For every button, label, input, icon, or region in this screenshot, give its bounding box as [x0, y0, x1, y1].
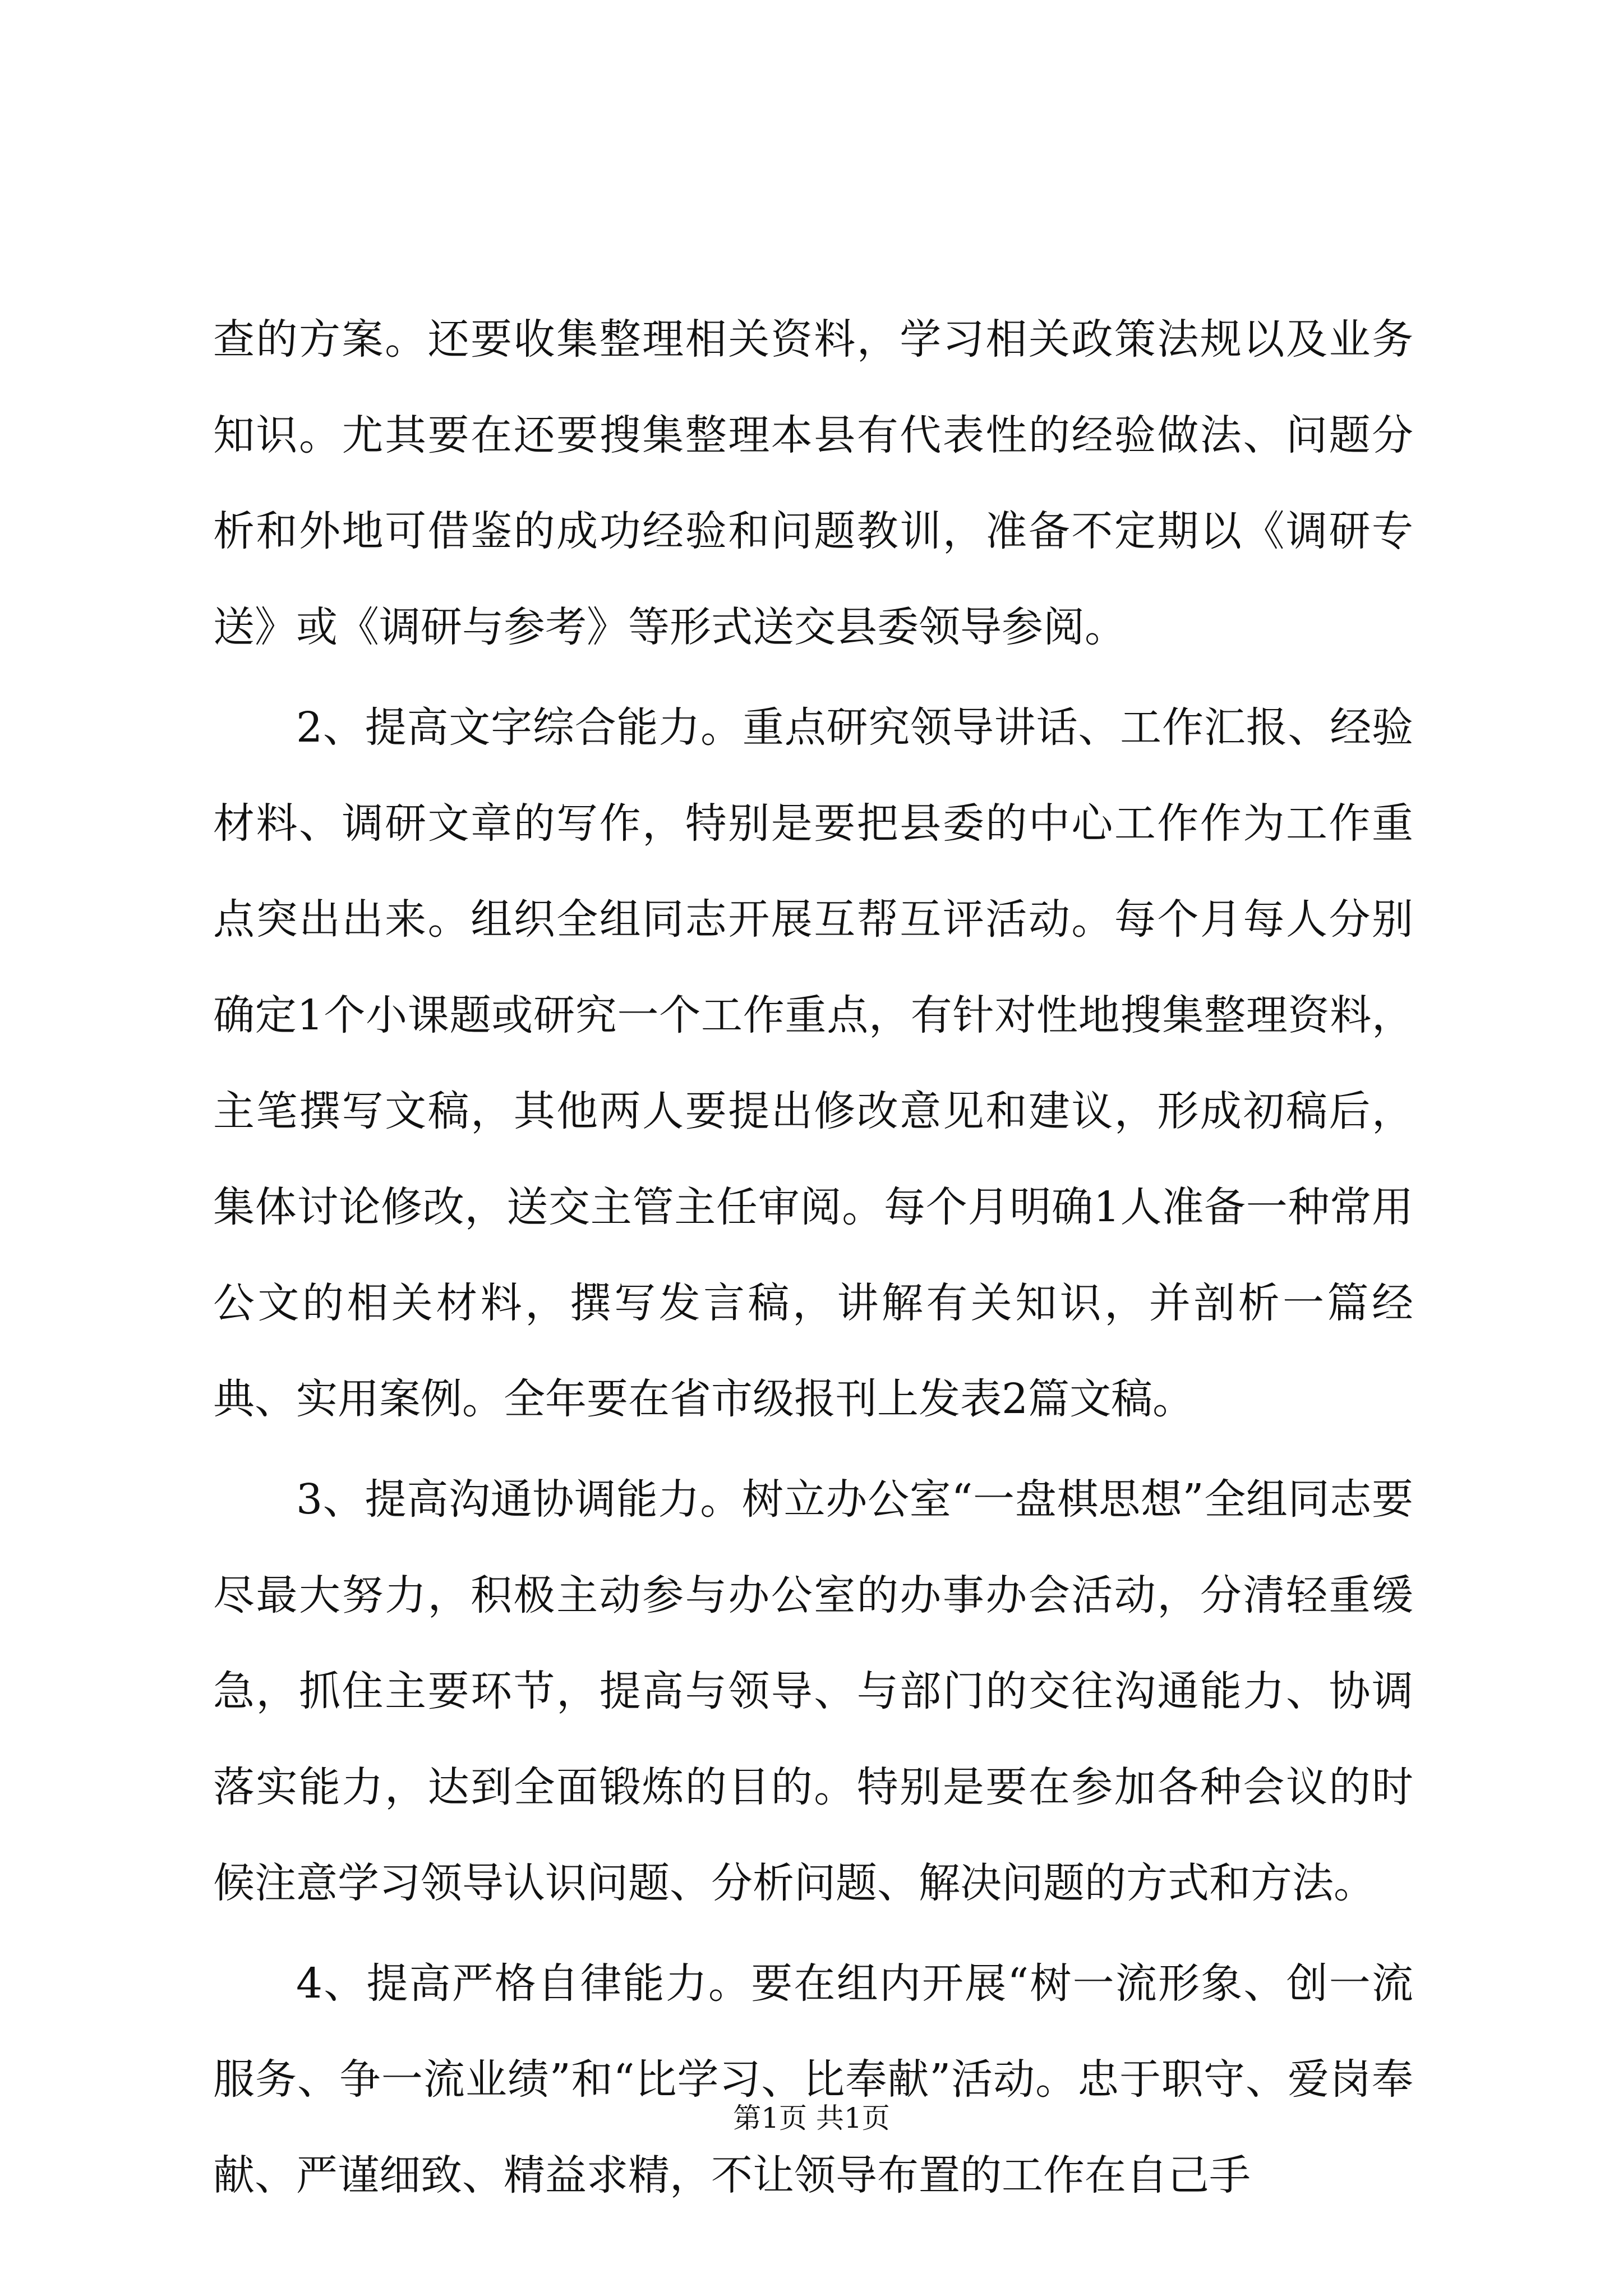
- document-body: [213, 292, 1413, 2224]
- paragraph-writing-ability: 2、提高文字综合能力。重点研究领导讲话、工作汇报、经验材料、调研文章的写作，特别是要把县委的中心工作作为工作重点突出出来。组织全组同志开展互帮互评活动。每个月每人分别确定1个小课题或研究一个工作重点，有针对性地搜集整理资料，主笔撰写文稿，其他两人要提出修改意见和建议，形成初稿后，集体讨论修改，送交主管主任审阅。每个月明确1人准备一种常用公文的相关材料，撰写发言稿，讲解有关知识，并剖析一篇经典、实用案例。全年要在省市级报刊上发表2篇文稿。: [213, 703, 1413, 1423]
- page-footer: 第1页 共1页: [733, 2102, 890, 2134]
- paragraph-continuation: 查的方案。还要收集整理相关资料，学习相关政策法规以及业务知识。尤其要在还要搜集整理本县有代表性的经验做法、问题分析和外地可借鉴的成功经验和问题教训，准备不定期以《调研专送》或《调研与参考》等形式送交县委领导参阅。: [213, 315, 1413, 651]
- paragraph-self-discipline: 4、提高严格自律能力。要在组内开展“树一流形象、创一流服务、争一流业绩”和“比学习、比奉献”活动。忠于职守、爱岗奉献、严谨细致、精益求精，不让领导布置的工作在自己手: [213, 1959, 1413, 2200]
- paragraph-coordination-ability: 3、提高沟通协调能力。树立办公室“一盘棋思想”全组同志要尽最大努力，积极主动参与办公室的办事办会活动，分清轻重缓急，抓住主要环节，提高与领导、与部门的交往沟通能力、协调落实能力，达到全面锻炼的目的。特别是要在参加各种会议的时候注意学习领导认识问题、分析问题、解决问题的方式和方法。: [213, 1475, 1413, 1907]
